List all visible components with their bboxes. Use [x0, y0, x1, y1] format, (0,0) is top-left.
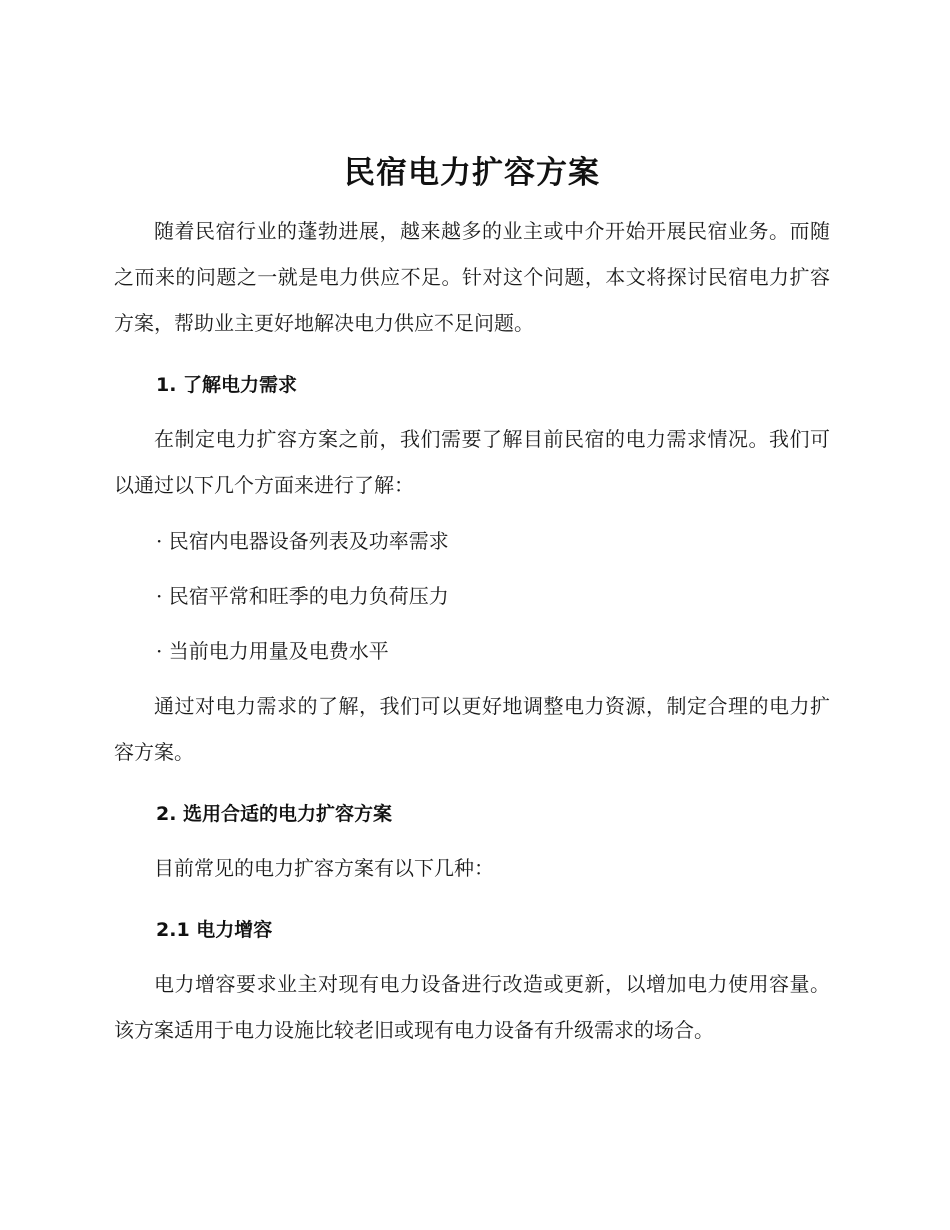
section-2-1-heading: 2.1 电力增容 [156, 919, 273, 941]
section-2-1-paragraph-1: 电力增容要求业主对现有电力设备进行改造或更新，以增加电力使用容量。该方案适用于电力设施比较老旧或现有电力设备有升级需求的场合。 [114, 972, 830, 1042]
section-2-paragraph-1: 目前常见的电力扩容方案有以下几种： [154, 856, 494, 880]
spacer [114, 346, 830, 356]
spacer [114, 508, 830, 518]
section-1-paragraph-1: 在制定电力扩容方案之前，我们需要了解目前民宿的电力需求情况。我们可以通过以下几个方面来进行了解： [114, 427, 830, 497]
document-page [114, 150, 830, 1053]
bullet-item-3: · 当前电力用量及电费水平 [156, 639, 389, 663]
section-1-heading: 1. 了解电力需求 [156, 374, 298, 396]
document-title: 民宿电力扩容方案 [344, 155, 600, 191]
section-1-paragraph-2: 通过对电力需求的了解，我们可以更好地调整电力资源，制定合理的电力扩容方案。 [114, 694, 830, 764]
spacer [114, 891, 830, 901]
intro-paragraph: 随着民宿行业的蓬勃进展，越来越多的业主或中介开始开展民宿业务。而随之而来的问题之一就是电力供应不足。针对这个问题，本文将探讨民宿电力扩容方案，帮助业主更好地解决电力供应不足问题。 [114, 219, 830, 335]
section-2-heading: 2. 选用合适的电力扩容方案 [156, 803, 393, 825]
spacer [114, 775, 830, 785]
bullet-item-2: · 民宿平常和旺季的电力负荷压力 [156, 584, 449, 608]
bullet-item-1: · 民宿内电器设备列表及功率需求 [156, 529, 449, 553]
